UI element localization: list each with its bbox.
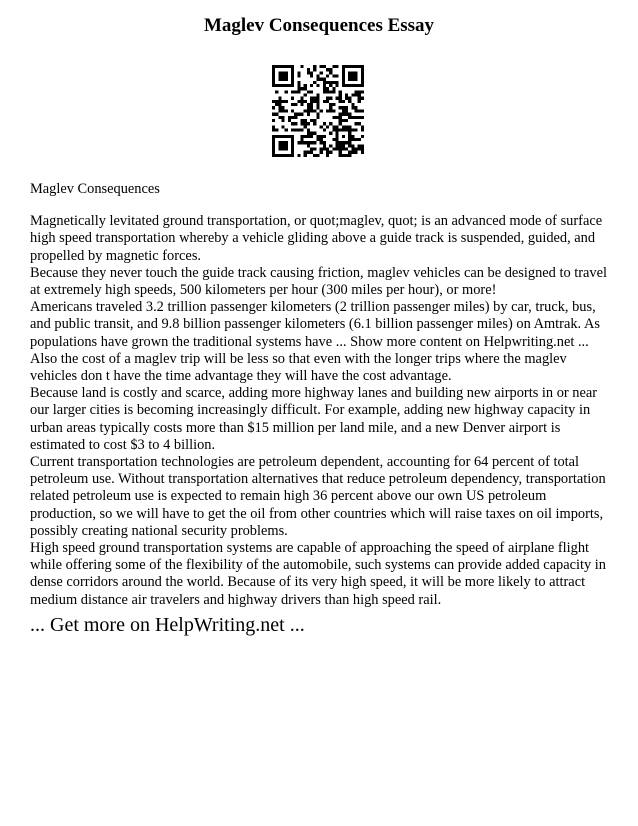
essay-paragraph: Current transportation technologies are petroleum dependent, accounting for 64 percent of total petroleum use. Without transportation alternatives that reduce petroleum dependency, transportation related petroleum use is expected to remain high 36 percent above our own US petroleum production, so we will have to get the oil from other countries which will raise taxes on oil imports, possibly creating national security problems. (30, 454, 606, 539)
essay-paragraph: Magnetically levitated ground transportation, or quot;maglev, quot; is an advanced mode of surface high speed transportation whereby a vehicle gliding above a guide track is suspended, guided, and propelled by magnetic forces. (30, 213, 603, 264)
essay-subtitle: Maglev Consequences (30, 181, 160, 197)
essay-paragraph: Also the cost of a maglev trip will be less so that even with the longer trips where the maglev vehicles don t have the time advantage they will have the cost advantage. (30, 350, 567, 385)
essay-paragraph: Because they never touch the guide track causing friction, maglev vehicles can be designed to travel at extremely high speeds, 500 kilometers per hour (300 miles per hour), or more! (30, 264, 608, 299)
document-title: Maglev Consequences Essay (203, 15, 435, 36)
qr-code-icon (272, 65, 364, 157)
essay-paragraph: Because land is costly and scarce, adding more highway lanes and building new airports in or near our larger cities is becoming increasingly difficult. For example, adding new highway capacity in urban areas typically costs more than $15 million per land mile, and a new Denver airport is estimated to cost $3 to 4 billion. (30, 385, 598, 453)
essay-body (30, 181, 614, 609)
essay-paragraph: Americans traveled 3.2 trillion passenger kilometers (2 trillion passenger miles) by car, truck, bus, and public transit, and 9.8 billion passenger kilometers (6.1 billion passenger miles) on Amtrak. As populations have grown the traditional systems have ... Show more content on Helpwriting.net ... (30, 299, 600, 350)
get-more-link[interactable]: ... Get more on HelpWriting.net ... (30, 614, 305, 636)
essay-paragraph: High speed ground transportation systems are capable of approaching the speed of airplane flight while offering some of the flexibility of the automobile, such systems can provide added capacity in dense corridors around the world. Because of its very high speed, it will be more likely to attract medium distance air travelers and highway drivers than high speed rail. (30, 540, 607, 608)
